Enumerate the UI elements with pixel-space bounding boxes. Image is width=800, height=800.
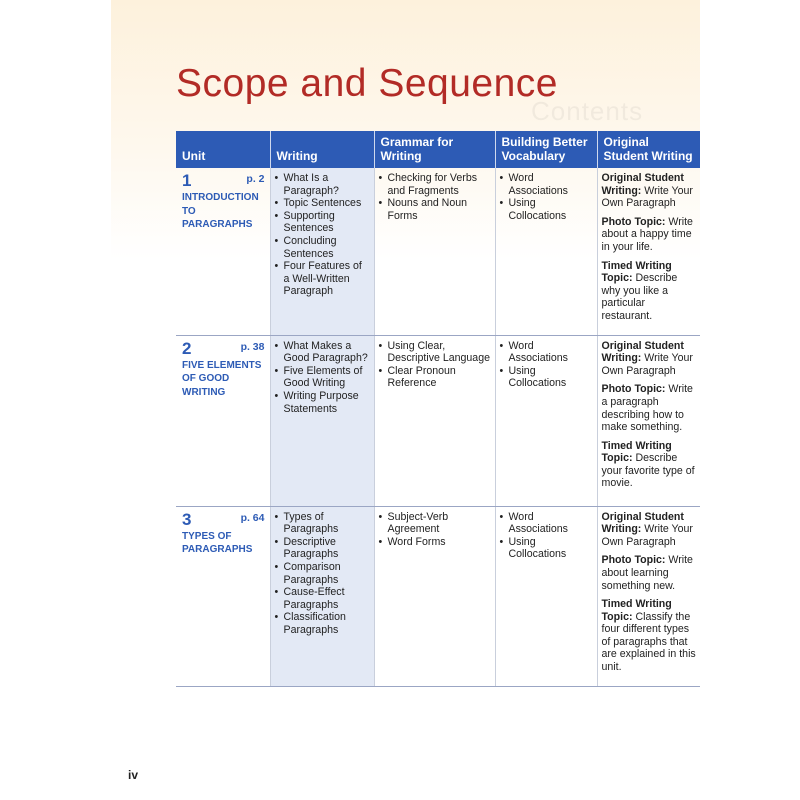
original-writing-block bbox=[602, 260, 698, 323]
header-grammar: Grammar for Writing bbox=[374, 131, 495, 168]
writing-item: • Five Elements of Good Writing bbox=[275, 365, 371, 390]
vocabulary-item: • Using Collocations bbox=[500, 536, 594, 561]
original-writing-block bbox=[602, 216, 698, 254]
unit-cell bbox=[176, 506, 270, 686]
writing-item: • Types of Paragraphs bbox=[275, 511, 371, 536]
page-number: iv bbox=[128, 768, 139, 782]
original-writing-text: Write Your Own Paragraph bbox=[601, 184, 693, 210]
unit-number: 1 bbox=[182, 171, 192, 190]
writing-item: • Concluding Sentences bbox=[275, 235, 371, 260]
header-original-writing: Original Student Writing bbox=[597, 131, 700, 168]
grammar-cell bbox=[374, 506, 495, 686]
writing-item: • Cause-Effect Paragraphs bbox=[275, 586, 371, 611]
original-writing-label: Photo Topic: bbox=[601, 215, 666, 228]
ghost-contents-text: Contents bbox=[531, 96, 644, 126]
writing-item: • Writing Purpose Statements bbox=[275, 390, 371, 415]
grammar-item: • Checking for Verbs and Fragments bbox=[379, 172, 492, 197]
original-writing-text: Write about a happy time in your life. bbox=[601, 215, 693, 253]
vocabulary-item: • Using Collocations bbox=[500, 197, 594, 222]
unit-cell bbox=[176, 168, 270, 335]
unit-page: p. 38 bbox=[240, 340, 265, 353]
writing-item: • Supporting Sentences bbox=[275, 210, 371, 235]
vocabulary-list bbox=[500, 172, 594, 222]
original-writing-text: Write Your Own Paragraph bbox=[601, 352, 693, 377]
original-writing-block bbox=[602, 383, 698, 433]
original-writing-label: Timed Writing Topic: bbox=[601, 439, 672, 465]
original-writing-cell bbox=[597, 506, 700, 686]
original-writing-label: Photo Topic: bbox=[601, 383, 666, 396]
original-writing-block bbox=[602, 511, 698, 549]
original-writing-cell bbox=[597, 335, 700, 506]
unit-heading bbox=[182, 511, 267, 529]
original-writing-block bbox=[602, 440, 698, 490]
table-row bbox=[176, 335, 700, 506]
original-writing-block bbox=[602, 340, 698, 378]
writing-item: • What Is a Paragraph? bbox=[275, 172, 371, 197]
writing-item: • Topic Sentences bbox=[275, 197, 371, 210]
vocabulary-list bbox=[500, 340, 594, 390]
writing-cell bbox=[270, 168, 374, 335]
original-writing-block bbox=[602, 172, 698, 210]
writing-item: • What Makes a Good Paragraph? bbox=[275, 340, 371, 365]
grammar-list bbox=[379, 340, 492, 390]
vocabulary-cell bbox=[495, 506, 597, 686]
header-vocabulary: Building Better Vocabulary bbox=[495, 131, 597, 168]
vocabulary-item: • Word Associations bbox=[500, 172, 594, 197]
writing-list bbox=[275, 340, 371, 416]
original-writing-text: Write a paragraph describing how to make something. bbox=[601, 383, 693, 434]
writing-cell bbox=[270, 506, 374, 686]
original-writing-label: Timed Writing Topic: bbox=[601, 259, 672, 285]
grammar-cell bbox=[374, 335, 495, 506]
original-writing-label: Original Student Writing: bbox=[601, 510, 684, 536]
writing-cell bbox=[270, 335, 374, 506]
original-writing-label: Original Student Writing: bbox=[601, 172, 684, 197]
book-page bbox=[111, 0, 700, 800]
vocabulary-cell bbox=[495, 335, 597, 506]
writing-item: • Classification Paragraphs bbox=[275, 611, 371, 636]
original-writing-block bbox=[602, 554, 698, 592]
vocabulary-item: • Word Associations bbox=[500, 511, 594, 536]
original-writing-cell bbox=[597, 168, 700, 335]
header-unit: Unit bbox=[176, 131, 270, 168]
original-writing-text: Describe your favorite type of movie. bbox=[601, 452, 695, 490]
writing-item: • Four Features of a Well-Written Paragraph bbox=[275, 260, 371, 298]
page-title: Scope and Sequence bbox=[176, 62, 558, 105]
vocabulary-item: • Using Collocations bbox=[500, 365, 594, 390]
grammar-item: • Subject-Verb Agreement bbox=[379, 511, 492, 536]
unit-heading bbox=[182, 340, 267, 358]
writing-item: • Descriptive Paragraphs bbox=[275, 536, 371, 561]
unit-page: p. 2 bbox=[246, 173, 265, 185]
original-writing-label: Original Student Writing: bbox=[601, 339, 684, 365]
writing-list bbox=[275, 511, 371, 637]
original-writing-block bbox=[602, 598, 698, 674]
vocabulary-list bbox=[500, 511, 594, 561]
grammar-item: • Word Forms bbox=[379, 536, 492, 549]
table-row bbox=[176, 168, 700, 335]
writing-list bbox=[275, 172, 371, 298]
unit-page: p. 64 bbox=[240, 511, 265, 524]
grammar-item: • Nouns and Noun Forms bbox=[379, 197, 492, 222]
writing-item: • Comparison Paragraphs bbox=[275, 561, 371, 586]
unit-name: TYPES OF PARAGRAPHS bbox=[182, 530, 253, 556]
grammar-item: • Clear Pronoun Reference bbox=[379, 365, 492, 390]
unit-cell bbox=[176, 335, 270, 506]
table-row bbox=[176, 506, 700, 686]
grammar-item: • Using Clear, Descriptive Language bbox=[379, 340, 492, 365]
unit-name: FIVE ELEMENTS OF GOOD WRITING bbox=[182, 359, 262, 398]
unit-name: INTRODUCTION TO PARAGRAPHS bbox=[182, 192, 259, 230]
grammar-list bbox=[379, 172, 492, 222]
grammar-cell bbox=[374, 168, 495, 335]
original-writing-label: Photo Topic: bbox=[601, 554, 666, 567]
vocabulary-item: • Word Associations bbox=[500, 340, 594, 365]
header-writing: Writing bbox=[270, 131, 374, 168]
unit-number: 3 bbox=[182, 509, 192, 529]
original-writing-text: Classify the four different types of paragraphs that are explained in this unit. bbox=[601, 610, 696, 674]
original-writing-text: Write Your Own Paragraph bbox=[601, 523, 693, 548]
scope-sequence-table bbox=[176, 131, 700, 687]
original-writing-text: Write about learning something new. bbox=[601, 554, 693, 592]
table-header-row bbox=[176, 131, 700, 168]
original-writing-text: Describe why you like a particular restaurant. bbox=[601, 272, 678, 322]
grammar-list bbox=[379, 511, 492, 549]
vocabulary-cell bbox=[495, 168, 597, 335]
unit-heading bbox=[182, 172, 267, 190]
original-writing-label: Timed Writing Topic: bbox=[601, 598, 672, 623]
unit-number: 2 bbox=[182, 338, 192, 358]
